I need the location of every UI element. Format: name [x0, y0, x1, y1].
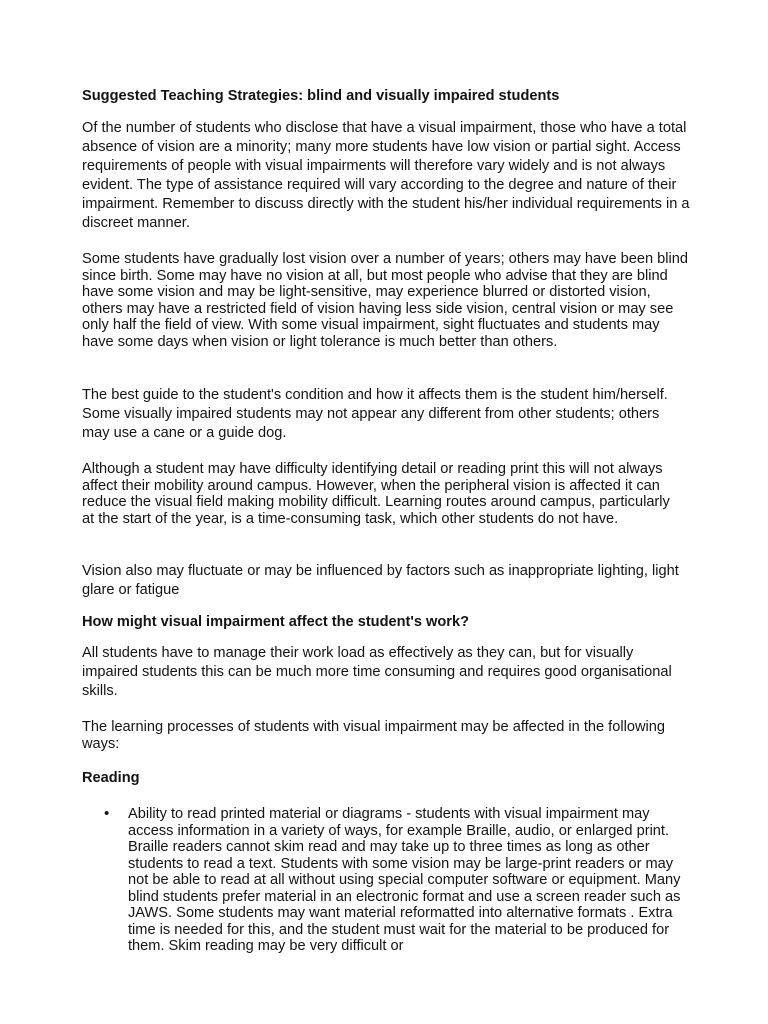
subheading-work: How might visual impairment affect the student's work?: [82, 614, 470, 630]
paragraph-7: The learning processes of students with visual impairment may be affected in the following ways:: [82, 719, 665, 752]
paragraph-2: Some students have gradually lost vision over a number of years; others may have been blind since birth. Some may have no vision at all, but most people who advise that they are blind have some vision and may be light-sensitive, may experience blurred or distorted vision, others may have a restricted field of vision having less side vision, central vision or may see only half the field of view. With some visual impairment, sight fluctuates and students may have some days when vision or light tolerance is much better than others.: [82, 251, 688, 350]
bullet-icon: •: [104, 805, 110, 822]
paragraph-1: Of the number of students who disclose that have a visual impairment, those who have a total absence of vision are a minority; many more students have low vision or partial sight. Access requirements of people with visual impairments will therefore vary widely and is not always evident. The type of assistance required will vary according to the degree and nature of their impairment. Remember to discuss directly with the student his/her individual requirements in a discreet manner.: [82, 120, 690, 231]
paragraph-6: All students have to manage their work load as effectively as they can, but for visually impaired students this can be much more time consuming and requires good organisational skills.: [82, 645, 672, 699]
section-heading-reading: Reading: [82, 770, 140, 786]
document-title: Suggested Teaching Strategies: blind and visually impaired students: [82, 88, 560, 104]
bullet-item-reading-ability: Ability to read printed material or diagrams - students with visual impairment may access information in a variety of ways, for example Braille, audio, or enlarged print. Braille readers cannot skim read and may take up to three times as long as other students to read a text. Students with some vision may be large-print readers or may not be able to read at all without using special computer software or equipment. Many blind students prefer material in an electronic format and use a screen reader such as JAWS. Some students may want material reformatted into alternative formats . Extra time is needed for this, and the student must wait for the material to be produced for them. Skim reading may be very difficult or: [128, 806, 681, 954]
paragraph-5: Vision also may fluctuate or may be influenced by factors such as inappropriate lighting, light glare or fatigue: [82, 563, 679, 598]
paragraph-4: Although a student may have difficulty identifying detail or reading print this will not always affect their mobility around campus. However, when the peripheral vision is affected it can reduce the visual field making mobility difficult. Learning routes around campus, particularly at the start of the year, is a time-consuming task, which other students do not have.: [82, 461, 670, 527]
paragraph-3: The best guide to the student's condition and how it affects them is the student him/herself. Some visually impaired students may not appear any different from other students; others may use a cane or a guide dog.: [82, 387, 668, 441]
